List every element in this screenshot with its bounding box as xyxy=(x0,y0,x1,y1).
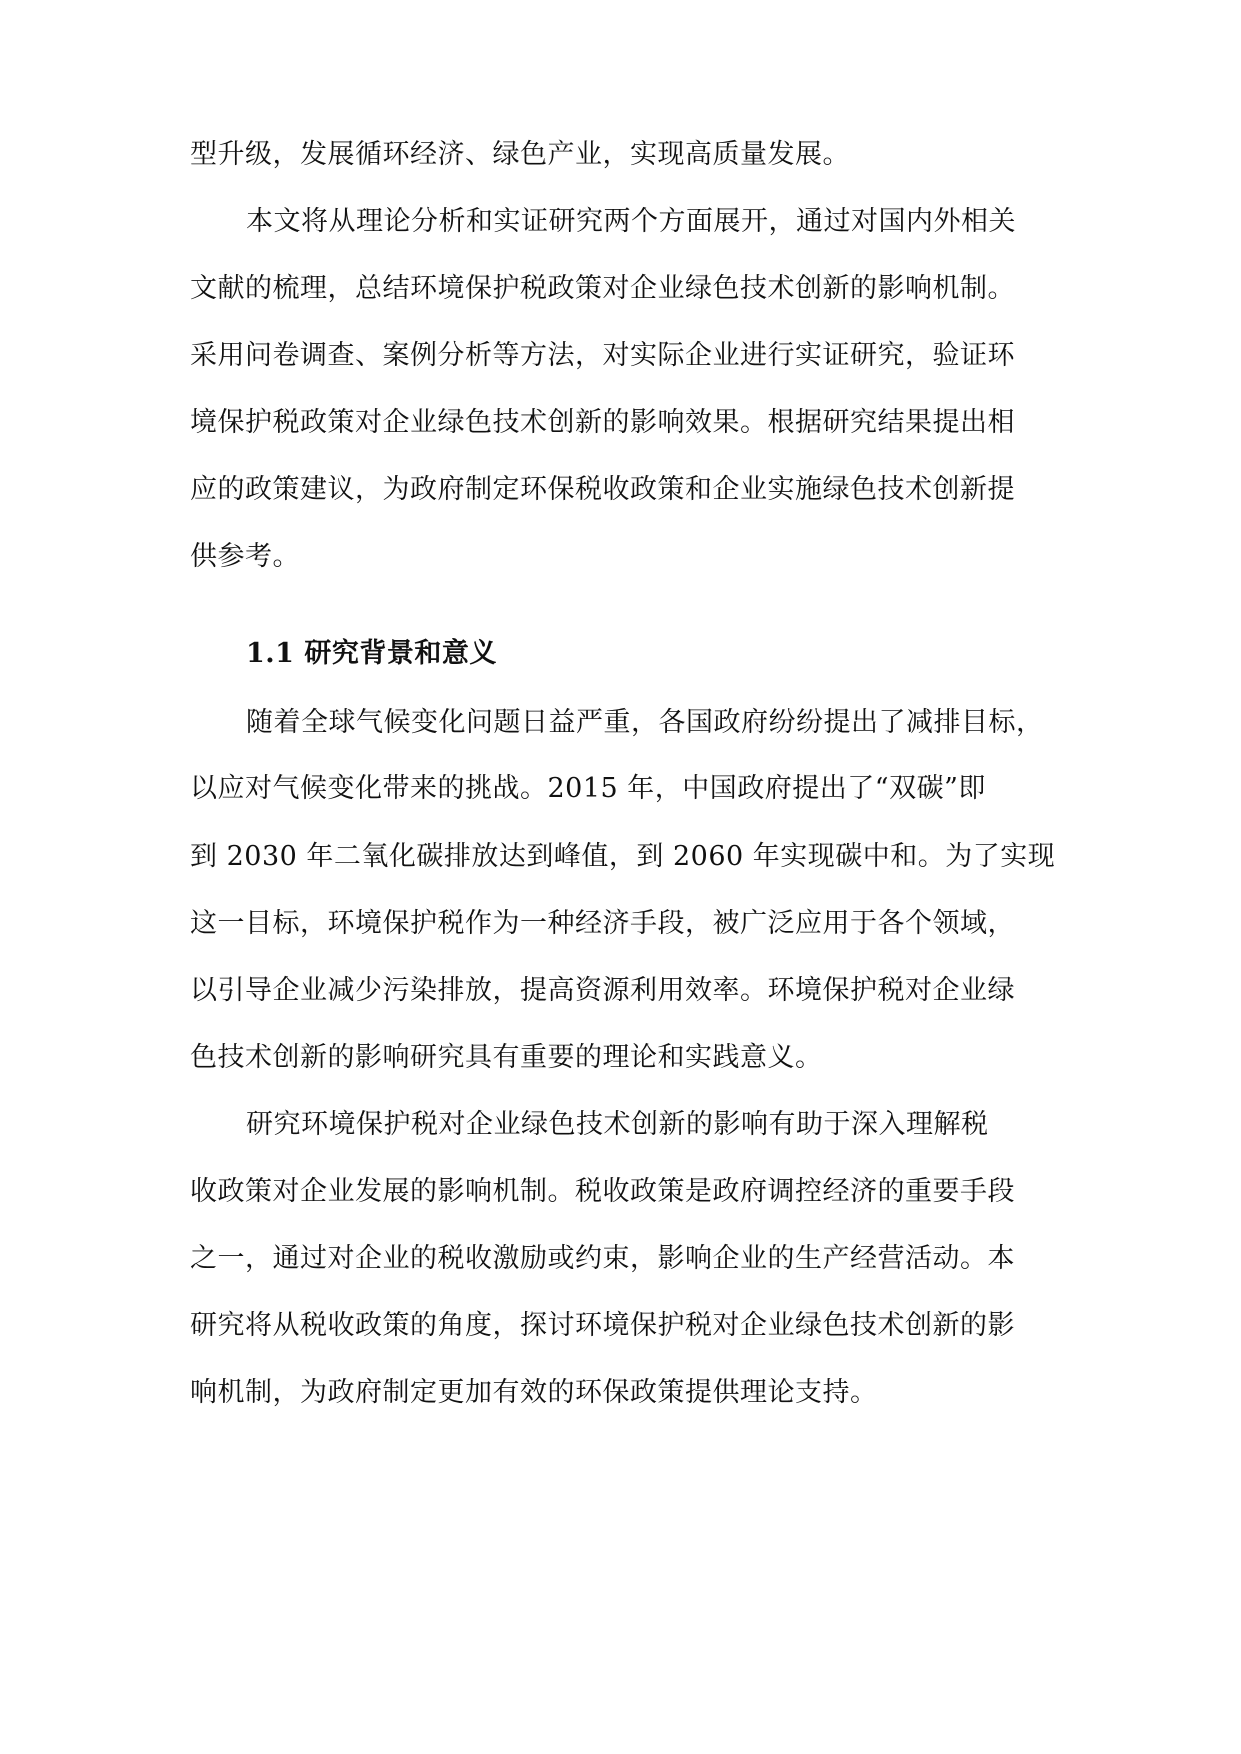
paragraph-line: 以引导企业减少污染排放，提高资源利用效率。环境保护税对企业绿 xyxy=(190,975,1015,1006)
section-heading: 1.1 研究背景和意义 xyxy=(246,638,497,669)
paragraph-line: 收政策对企业发展的影响机制。税收政策是政府调控经济的重要手段 xyxy=(190,1176,1015,1207)
paragraph-line: 这一目标，环境保护税作为一种经济手段，被广泛应用于各个领域， xyxy=(190,908,1015,939)
paragraph-line: 本文将从理论分析和实证研究两个方面展开，通过对国内外相关 xyxy=(246,206,1016,237)
paragraph-line: 应的政策建议，为政府制定环保税收政策和企业实施绿色技术创新提 xyxy=(190,474,1015,505)
paragraph-line: 研究将从税收政策的角度，探讨环境保护税对企业绿色技术创新的影 xyxy=(190,1310,1015,1341)
paragraph-line: 文献的梳理，总结环境保护税政策对企业绿色技术创新的影响机制。 xyxy=(190,273,1015,304)
paragraph-line: 到 2030 年二氧化碳排放达到峰值，到 2060 年实现碳中和。为了实现 xyxy=(190,841,1056,872)
paragraph-line: 色技术创新的影响研究具有重要的理论和实践意义。 xyxy=(190,1042,823,1073)
paragraph-line: 型升级，发展循环经济、绿色产业，实现高质量发展。 xyxy=(190,139,850,170)
paragraph-line: 采用问卷调查、案例分析等方法，对实际企业进行实证研究，验证环 xyxy=(190,340,1015,371)
paragraph-line: 之一，通过对企业的税收激励或约束，影响企业的生产经营活动。本 xyxy=(190,1243,1015,1274)
paragraph-line: 以应对气候变化带来的挑战。2015 年，中国政府提出了“双碳”即 xyxy=(190,773,986,804)
paragraph-line: 响机制，为政府制定更加有效的环保政策提供理论支持。 xyxy=(190,1377,878,1408)
paragraph-line: 境保护税政策对企业绿色技术创新的影响效果。根据研究结果提出相 xyxy=(190,407,1015,438)
paragraph-line: 研究环境保护税对企业绿色技术创新的影响有助于深入理解税 xyxy=(246,1109,989,1140)
paragraph-line: 供参考。 xyxy=(190,541,300,572)
paragraph-line: 随着全球气候变化问题日益严重，各国政府纷纷提出了减排目标， xyxy=(246,707,1044,738)
